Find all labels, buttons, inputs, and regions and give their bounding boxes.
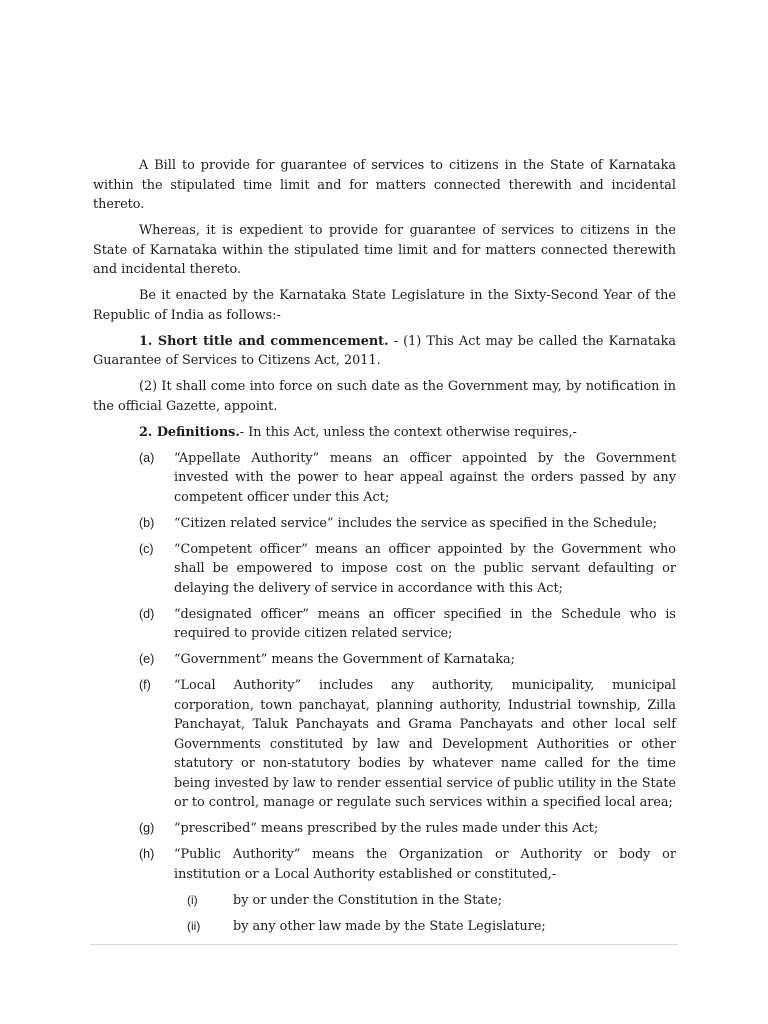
definition-label: (f)	[139, 678, 151, 692]
definition-b	[93, 514, 676, 534]
definition-text: “Public Authority” means the Organization or Authority or body or institution or a Local Authority established or constituted,-	[174, 847, 676, 882]
section-1-paragraph-2: (2) It shall come into force on such date as the Government may, by notification in the official Gazette, appoint.	[93, 379, 676, 414]
definition-text: “Citizen related service” includes the service as specified in the Schedule;	[174, 515, 658, 531]
definition-label: (c)	[139, 541, 154, 556]
definition-h	[93, 845, 676, 884]
whereas-clause: Whereas, it is expedient to provide for guarantee of services to citizens in the State of Karnataka within the stipulated time limit and for matters connected therewith and incidental thereto.	[93, 223, 676, 277]
definition-label: (d)	[139, 606, 155, 621]
document-page	[93, 156, 676, 943]
definition-text: “Appellate Authority” means an officer appointed by the Government invested with the power to hear appeal against the orders passed by any competent officer under this Act;	[174, 450, 676, 505]
definition-label: (h)	[139, 847, 155, 861]
definition-text: “designated officer” means an officer specified in the Schedule who is required to provide citizen related service;	[174, 606, 676, 641]
section-2-intro: - In this Act, unless the context otherwise requires,-	[239, 424, 577, 440]
section-1-text: - (1) This Act may be called the Karnataka Guarantee of Services to Citizens Act, 2011.	[93, 333, 676, 368]
section-1-paragraph-1	[93, 332, 676, 371]
definition-text: “Competent officer” means an officer appointed by the Government who shall be empowered to impose cost on the public servant defaulting or delaying the delivery of service in accordance with this Act;	[174, 541, 676, 596]
definition-label: (e)	[139, 652, 155, 666]
section-1-heading: 1. Short title and commencement.	[139, 333, 389, 349]
section-2-intro-paragraph	[93, 423, 676, 443]
definition-label: (a)	[139, 450, 155, 465]
subitem-text: by or under the Constitution in the State;	[233, 892, 503, 908]
definition-g	[93, 819, 676, 839]
definition-text: “prescribed” means prescribed by the rules made under this Act;	[174, 821, 599, 836]
definition-label: (b)	[139, 515, 155, 530]
definition-f	[93, 676, 676, 813]
definition-d	[93, 605, 676, 644]
enacting-clause: Be it enacted by the Karnataka State Legislature in the Sixty-Second Year of the Republic of India as follows:-	[93, 288, 676, 323]
definition-text: “Government” means the Government of Karnataka;	[174, 652, 515, 667]
definition-c	[93, 540, 676, 599]
definition-text: “Local Authority” includes any authority, municipality, municipal corporation, town panchayat, planning authority, Industrial township, Zilla Panchayat, Taluk Panchayats and Grama Panchayats and other local self Governments constituted by law and Development Authorities or other statutory or non-statutory bodies by whatever name called for the time being invested by law to render essential service of public utility in the State or to control, manage or regulate such services within a specified local area;	[174, 678, 676, 810]
bill-intro: A Bill to provide for guarantee of services to citizens in the State of Karnataka within the stipulated time limit and for matters connected therewith and incidental thereto.	[93, 158, 676, 212]
subitem-label: (ii)	[187, 918, 201, 933]
section-2-heading: 2. Definitions.	[139, 424, 240, 440]
page-bottom-divider	[90, 944, 678, 945]
subitem-text: by any other law made by the State Legislature;	[233, 918, 546, 934]
definition-a	[93, 449, 676, 508]
definition-h-subitem-i	[93, 891, 676, 911]
definition-e	[93, 650, 676, 670]
definition-label: (g)	[139, 821, 155, 835]
subitem-label: (i)	[187, 892, 198, 907]
definition-h-subitem-ii	[93, 917, 676, 937]
